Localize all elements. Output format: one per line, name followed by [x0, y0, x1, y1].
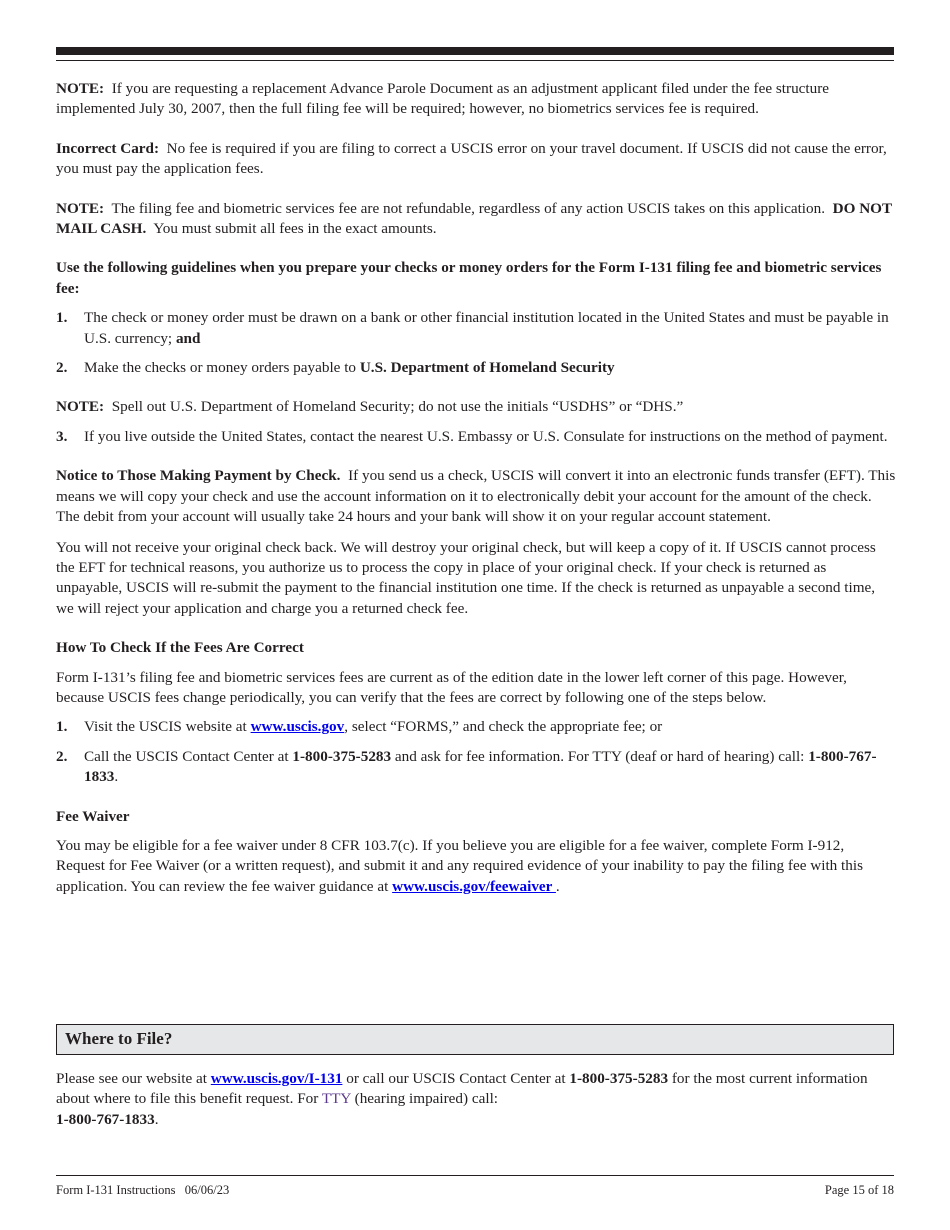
fee-waiver-heading: Fee Waiver [56, 807, 130, 825]
note-label: NOTE: [56, 80, 105, 97]
fee-waiver-paragraph: You may be eligible for a fee waiver under 8 CFR 103.7(c). If you believe you are eligible for a fee waiver, complete Form I-912, Request for Fee Waiver (or a written request), and submit it and any required evidence of your inability to pay the filing fee with this application. You can review the fee waiver guidance at www.uscis.gov/feewaiver . [56, 836, 863, 895]
tty-link[interactable]: TTY [321, 1090, 351, 1108]
fees-step-2: 2. Call the USCIS Contact Center at 1-800-375-5283 and ask for fee information. For TTY (deaf or hard of hearing) call: 1-800-767-1833. [56, 747, 877, 786]
note-text: The filing fee and biometric services fee are not refundable, regardless of any action USCIS takes on this application. [111, 199, 826, 217]
no-cash-warning: DO NOT MAIL CASH. [56, 199, 892, 238]
note-text: If you are requesting a replacement Advance Parole Document as an adjustment applicant filed under the fee structure implemented July 30, 2007, then the full filing fee will be required; however, no biometrics services fee is required. [56, 80, 830, 118]
check-notice-paragraph-2: You will not receive your original check back. We will destroy your original check, but will keep a copy of it. If USCIS cannot process the EFT for technical reasons, you authorize us to process the copy in place of your original check. If your check is returned as unpayable, USCIS will re-submit the payment to the financial institution one time. If the check is returned as unpayable a second time, we will reject your application and charge you a returned check fee. [56, 538, 876, 617]
page-content [56, 79, 896, 897]
where-to-file-heading: Where to File? [65, 1029, 173, 1048]
uscis-website-link[interactable]: www.uscis.gov [250, 718, 345, 736]
tty-phone: 1-800-767-1833 [56, 1110, 155, 1128]
note-label: NOTE: [56, 199, 105, 217]
fees-correct-heading: How To Check If the Fees Are Correct [56, 639, 304, 657]
where-to-file-section-header [56, 1024, 894, 1055]
where-to-file-paragraph: Please see our website at www.uscis.gov/I-131 or call our USCIS Contact Center at 1-800-375-5283 for the most current information about where to file this benefit request. For TTY (hearing impaired) call: 1-800-767-1833. [56, 1070, 868, 1128]
fee-waiver-link[interactable]: www.uscis.gov/feewaiver [392, 877, 556, 895]
contact-center-phone: 1-800-375-5283 [569, 1070, 669, 1087]
i131-website-link[interactable]: www.uscis.gov/I-131 [210, 1070, 343, 1087]
contact-center-phone: 1-800-375-5283 [292, 747, 392, 765]
incorrect-card-paragraph [56, 139, 896, 180]
guideline-item-3: 3. If you live outside the United States, contact the nearest U.S. Embassy or U.S. Consulate for instructions on the method of payment. [56, 427, 888, 445]
note-spell-out [56, 397, 896, 417]
check-notice-paragraph: Notice to Those Making Payment by Check. If you send us a check, USCIS will convert it into an electronic funds transfer (EFT). This means we will copy your check and use the account information on it to electronically debit your account for the amount of the check. The debit from your account will usually take 24 hours and your bank will show it on your regular account statement. [56, 467, 896, 526]
note-label: NOTE: [56, 398, 105, 416]
fees-correct-intro: Form I-131’s filing fee and biometric services fees are current as of the edition date in the lower left corner of this page. However, because USCIS fees change periodically, you can verify that the fees are correct by following one of the steps below. [56, 668, 847, 706]
page-number: Page 15 of 18 [824, 1183, 894, 1197]
top-thin-rule [56, 60, 894, 61]
note-refund [56, 199, 896, 240]
guideline-item-1: 1. The check or money order must be drawn on a bank or other financial institution located in the United States and must be payable in U.S. currency; and [56, 309, 889, 347]
guideline-item-2: 2. Make the checks or money orders payable to U.S. Department of Homeland Security [56, 359, 615, 377]
form-edition-footer: Form I-131 Instructions 06/06/23 [56, 1183, 230, 1197]
footer-rule [56, 1175, 894, 1176]
incorrect-card-label: Incorrect Card: [56, 139, 160, 157]
note-text: Spell out U.S. Department of Homeland Security; do not use the initials “USDHS” or “DHS.” [111, 398, 684, 416]
top-thick-rule [56, 47, 894, 55]
check-notice-label: Notice to Those Making Payment by Check. [56, 467, 341, 485]
note-text: You must submit all fees in the exact amounts. [153, 220, 437, 238]
tty-phone: 1-800-767-1833 [84, 747, 877, 786]
note-advance-parole [56, 79, 896, 120]
guidelines-heading: Use the following guidelines when you prepare your checks or money orders for the Form I-131 filing fee and biometric services fee: [56, 259, 882, 297]
fees-step-1: 1. Visit the USCIS website at www.uscis.gov, select “FORMS,” and check the appropriate fee; or [56, 718, 663, 736]
incorrect-card-text: No fee is required if you are filing to correct a USCIS error on your travel document. If USCIS did not cause the error, you must pay the application fees. [56, 139, 887, 178]
